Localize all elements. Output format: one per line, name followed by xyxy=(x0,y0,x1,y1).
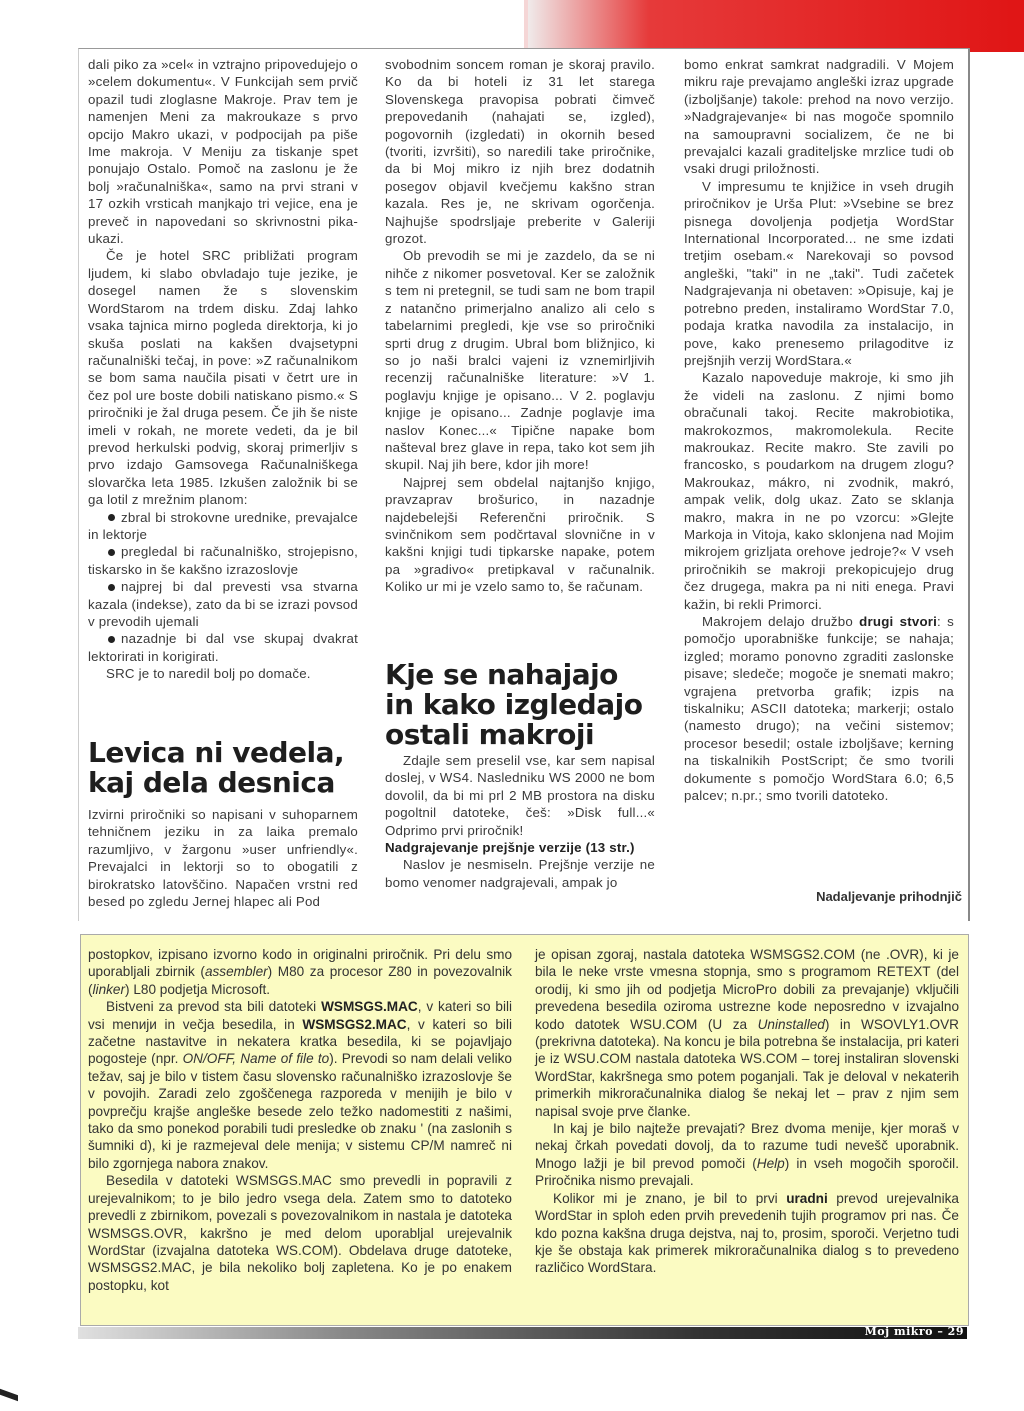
paragraph: Ob prevodih se mi je zazdelo, da se ni nihče z nikomer posvetoval. Ker se založnik s tem ni pretegnil, se tudi sam ne bom trapil z natančno primerjalno analizo ali celo s tabelarnimi pregledi, kje vse so priročniki sprti drug z drugim. Ubral bom bližnjico, ki so jo naši bralci vajeni iz vznemirljivih recenzij računalniške literature: »V 1. poglavju knjige je opisano... V 2. poglavju knjige je opisano... Zadnje poglavje ima naslov Konec...« Tipične napake bom našteval brez glave in repa, tako kot sem jih skupil. Naj jih bere, kdor jih more! xyxy=(385,248,655,473)
corner-edge xyxy=(524,0,528,52)
bold-text: WSMSGS2.MAC xyxy=(302,1016,407,1032)
text-run: In kaj je bilo najteže prevajati? Brez dvoma menije, kjer moraš v nekaj črkah povedati dovolj, da to razume tudi nevešč uporabnik. Mnogo lažji je bil prevod pomoči ( xyxy=(535,1121,959,1171)
paragraph: SRC je to naredil bolj po domače. xyxy=(106,666,311,682)
subheading: Nadgrajevanje prejšnje verzije (13 str.) xyxy=(385,840,635,856)
box-column-2 xyxy=(535,946,959,1277)
continued-note: Nadaljevanje prihodnjič xyxy=(816,889,962,904)
paragraph xyxy=(88,998,512,1172)
list-item xyxy=(88,630,358,665)
section-heading: Kje se nahajajo in kako izgledajo ostali makroji xyxy=(385,658,643,751)
bullet-icon xyxy=(108,636,115,643)
section-heading: Levica ni vedela, kaj dela desnica xyxy=(88,736,345,799)
paragraph: Kazalo napoveduje makroje, ki smo jih že videli na zaslonu. Z njimi bomo obračunali takoj. Recite makrobiotika, makrokozmos, makromolekula. Recite makroukaz. Recite makro. Ste zavili po francosko, s poudarkom na drugem zlogu? Makroukaz, mákro, ni zvodnik, makró, ampak velik, dolg ukaz. Zato se sklanja makro, makra in ne po vzorcu: »Glejte Markoja in Vitoja, kako sklonjena nad Mojim mikrojem grizljata orehove jedroje?« V vseh priročnikih se makroji prekopicujejo drug čez drugega, makra pa ni niti enega. Pravi kažin, bi rekli Primorci. xyxy=(684,370,954,612)
bold-text: WSMSGS.MAC xyxy=(321,999,418,1015)
paragraph: Besedila v datoteki WSMSGS.MAC smo prevedli in popravili z urejevalnikom; to je bilo jedro vsega dela. Zatem smo to datoteko prevedli z zbirnikom, povezali s povezovalnikom in nastala je datoteka WSMSGS.OVR, kakršno je med delom uporabljal urejevalnik WordStar (izvajalna datoteka WS.COM). Obdelava druge datoteke, WSMSGS2.MAC, je bila nekoliko bolj zapletena. Ko je po enakem postopku, kot xyxy=(88,1173,512,1293)
text-run: Kolikor mi je znano, je bil to prvi xyxy=(553,1190,787,1206)
italic-text: Help xyxy=(756,1155,785,1171)
list-item xyxy=(88,578,358,630)
paragraph xyxy=(684,613,954,804)
paragraph: bomo enkrat samkrat nadgradili. V Mojem mikru raje prevajamo angleški izraz upgrade (izboljšanje) takole: prehod na novo verzijo. »Nadgrajevanje« bi nas mogoče spomnilo na samoupravni socializem, če ne bi prevajalci kazali graditeljske mrzlice tudi ob vsaki drugi priložnosti. xyxy=(684,57,954,177)
text-run: : s pomočjo uporabniške funkcije; se nahaja; izgled; moramo ponovno zgraditi zaslonske pisave; sledeče; mogoče je snemati makro; vgrajena pretvorba grafik; izpis na tiskalniku; ASCII datoteka; markerji; ostalo (namesto drugo); na večini sistemov; procesor besedil; ostale izboljšave; kerning na tiskalnikih PostScript; če smo tvorili dokumente s pomočjo WordStara 6.0; 6,5 palcev; n.pr.; smo tvorili datoteko. xyxy=(684,614,955,804)
list-item xyxy=(88,509,358,544)
paragraph xyxy=(535,946,959,1120)
text-run: , v kateri so bili začetne nastavitve in nekatera kratka besedila, ki se pojavljajo pogosteje (npr. xyxy=(88,1016,512,1067)
italic-text: Uninstalled xyxy=(757,1016,825,1032)
bullet-icon xyxy=(108,514,115,521)
paragraph: dali piko za »cel« in vztrajno pripovedujejo o »celem dokumentu«. V Funkcijah sem prvič opazil tudi zloglasne Makroje. Prav tem je namenjen Meni za makroukaze s prvo opcijo Makro ukazi, v podpocijah pa piše Ime makroja. V Meniju za tiskanje spet ponujajo Ostalo. Pomoč na zaslonu je že bolj »računalniška«, samo na prvi strani v 17 ozkih vrsticah manjkajo tri vejice, ena je preveč in napovedani so skrivnostni pika-ukazi. xyxy=(88,57,358,247)
paragraph xyxy=(535,1120,959,1190)
italic-text: ON/OFF, Name of file to xyxy=(182,1051,330,1067)
paragraph xyxy=(535,1190,959,1277)
box-column-1 xyxy=(88,946,512,1294)
list-item-text: pregledal bi računalniško, strojepisno, tiskarsko in še kakšno izrazoslovje xyxy=(88,544,358,577)
article-column-3 xyxy=(684,56,954,804)
bold-text: drugi stvori xyxy=(859,614,938,629)
article-column-1 xyxy=(88,56,358,683)
text-run: je opisan zgoraj, nastala datoteka WSMSGS2.COM (ne .OVR), ki je bila le neke vrste vmesna stopnja, smo s programom RETEXT (del orodij, ki smo jih od podjetja MicroPro dobili za prevajanje) vključili prevedena besedila oziroma ustrezne kode neposredno v izvajalno kodo datotek WSU.COM (U za xyxy=(535,947,959,1032)
italic-text: linker xyxy=(92,981,126,997)
paragraph: Izvirni priročniki so napisani v suhoparnem tehničnem jeziku in za laika premalo razumljivo, v žargonu »user unfriendly«. Prevajalci in lektorji so to obogatili z birokratsko latovščino. Napačen vrstni red besed po zgledu Jernej hlapec ali Pod xyxy=(88,807,358,910)
paragraph: Če je hotel SRC približati program ljudem, ki slabo obvladajo tuje jezike, je dosegel namen že s slovenskim WordStarom na trdem disku. Zdaj lahko vsaka tajnica mirno pogleda direktorja, ki jo skuša poslati na kakšen dvajsetурni računalniški tečaj, in pove: »Z računalnikom se bom sama naučila pisati v četrt ure in čez pol ure boste dobili natiskano pismo.« S priročniki je žal druga pesem. Če jih še niste imeli v rokah, ne morete vedeti, da je bil prevod herkulski podvig, skoraj primerljiv s prvo izdajo Gamsovega Računalniškega slovarčka leta 1985. Izkušen založnik bi se ga lotil z mrežnim planom: xyxy=(88,248,358,508)
page-number: Moj mikro – 29 xyxy=(864,1325,964,1338)
paragraph: Zdajle sem preselil vse, kar sem napisal doslej, v WS4. Nasledniku WS 2000 ne bom dovolil, da bi mi prl 2 MB prostora na disku pogoltnil datoteke, češ: »Disk full...« Odprimo prvi priročnik! xyxy=(385,753,655,838)
list-item xyxy=(88,543,358,578)
list-item-text: najprej bi dal prevesti vsa stvarna kazala (indekse), zato da bi se izrazi povsod v prevodih ujemali xyxy=(88,579,358,629)
text-run: Makrojem delajo družbo xyxy=(702,614,860,629)
text-run: postopkov, izpisano izvorno kodo in originalni priročnik. Pri delu smo uporabljali zbirnik ( xyxy=(88,947,512,980)
bullet-icon xyxy=(108,584,115,591)
list-item-text: zbral bi strokovne urednike, prevajalce in lektorje xyxy=(88,509,358,542)
paragraph: Naslov je nesmiseln. Prejšnje verzije ne bomo venomer nadgrajevali, ampak jo xyxy=(385,857,655,890)
text-run: Bistveni za prevod sta bili datoteki xyxy=(106,999,322,1015)
article-column-2-bottom xyxy=(385,752,655,891)
text-run: ) in vseh mogočih sporočil. Priročnika nismo prevajali. xyxy=(535,1155,959,1189)
footer-bar xyxy=(78,1327,967,1339)
scan-mark xyxy=(0,1389,18,1402)
paragraph xyxy=(88,946,512,998)
text-run: ) M80 za procesor Z80 in povezovalnik ( xyxy=(88,964,512,997)
italic-text: assembler xyxy=(204,964,268,980)
red-corner-decoration xyxy=(524,0,1024,52)
paragraph: Najprej sem obdelal najtanjšo knjigo, pravzaprav brošurico, in nazadnje najdebelejši Referenčni priročnik. S svinčnikom sem podčrtaval slovnične in v kakšni knjigi tudi tipkarske napake, potem pa »gradivo« pretipkaval v računalnik. Koliko ur mi je vzelo samo to, še računam. xyxy=(385,474,655,595)
text-run: , v kateri so bili vsi menији in večja besedila, in xyxy=(88,999,512,1032)
article-column-1-bottom xyxy=(88,806,358,910)
text-run: ). Prevodi so nam delali veliko težav, saj je bilo v tistem času slovensko računalniško izrazoslovje še v povojih. Zaradi zelo zgoščenega razporeda v menijih je bilo v povprečju krajše angleške besede zelo težko nadomestiti z našimi, tako da smo ponekod porabili tudi presledke ob znaku ' (na zaslonih s šumniki d), ki je razmejeval dele menija; v sistemu CP/M namreč ni bilo zgornjega nabora znakov. xyxy=(88,1051,512,1171)
bullet-icon xyxy=(108,549,115,556)
text-run: ) in WSOVLY1.OVR (prekrivna datoteka). Na koncu je bila potrebna še instalacija, pri kateri je iz WSU.COM nastala datoteka WS.COM – torej instaliran slovenski WordStar, kakršnega smo potem poganjali. Tak je deloval v nekaterih primerkih mikroračunalnika dialog še nekaj let – prav z njim sem napisal svoje prve članke. xyxy=(535,1016,959,1119)
list-item-text: nazadnje bi dal vse skupaj dvakrat lektorirati in korigirati. xyxy=(88,631,358,664)
bold-text: uradni xyxy=(786,1190,828,1206)
paragraph: svobodnim soncem roman je skoraj pravilo. Ko da bi hoteli iz 31 let starega Slovenskega pravopisa pobrati čimveč prepovedanih (nahajati se, izgled), pogovornih (izgledati) in okornih besed (tvoriti, izvršiti), so naredili take priročnike, da bi Moj mikro iz njih brez dodatnih posegov objavil kvečjemu kakšno stran kazala. Res je, ne skrivam ogorčenja. Najhujše spodrsljaje preberite v Galeriji grozot. xyxy=(385,57,655,247)
paragraph: V impresumu te knjižice in vseh drugih priročnikov je Urša Plut: »Vsebine se brez pisnega dovoljenja podjetja WordStar International Incorporated... ne sme izdati tretjim osebam.« Narekovaji so povsod angleški, "taki" in ne „taki". Tudi začetek Nadgrajevanja ni obetaven: »Opisuje, kaj je potrebno preden, instaliramo WordStar 7.0, podaja kratka navodila za instalacijo, in pove, kako prenesemo prilagoditve iz prejšnjih verzij WordStara.« xyxy=(684,178,954,368)
article-column-2 xyxy=(385,56,655,596)
text-run: prevod urejevalnika WordStar in sploh eden prvih prevedenih tujih programov pri nas. Če kdo pozna kakšna druga dejstva, naj to, prosim, sporoči. Verjetno tudi kje še obstaja kak primerek mikroračunalnika dialog s to prevedeno različico WordStara. xyxy=(535,1190,959,1276)
text-run: ) L80 podjetja Microsoft. xyxy=(125,981,271,997)
